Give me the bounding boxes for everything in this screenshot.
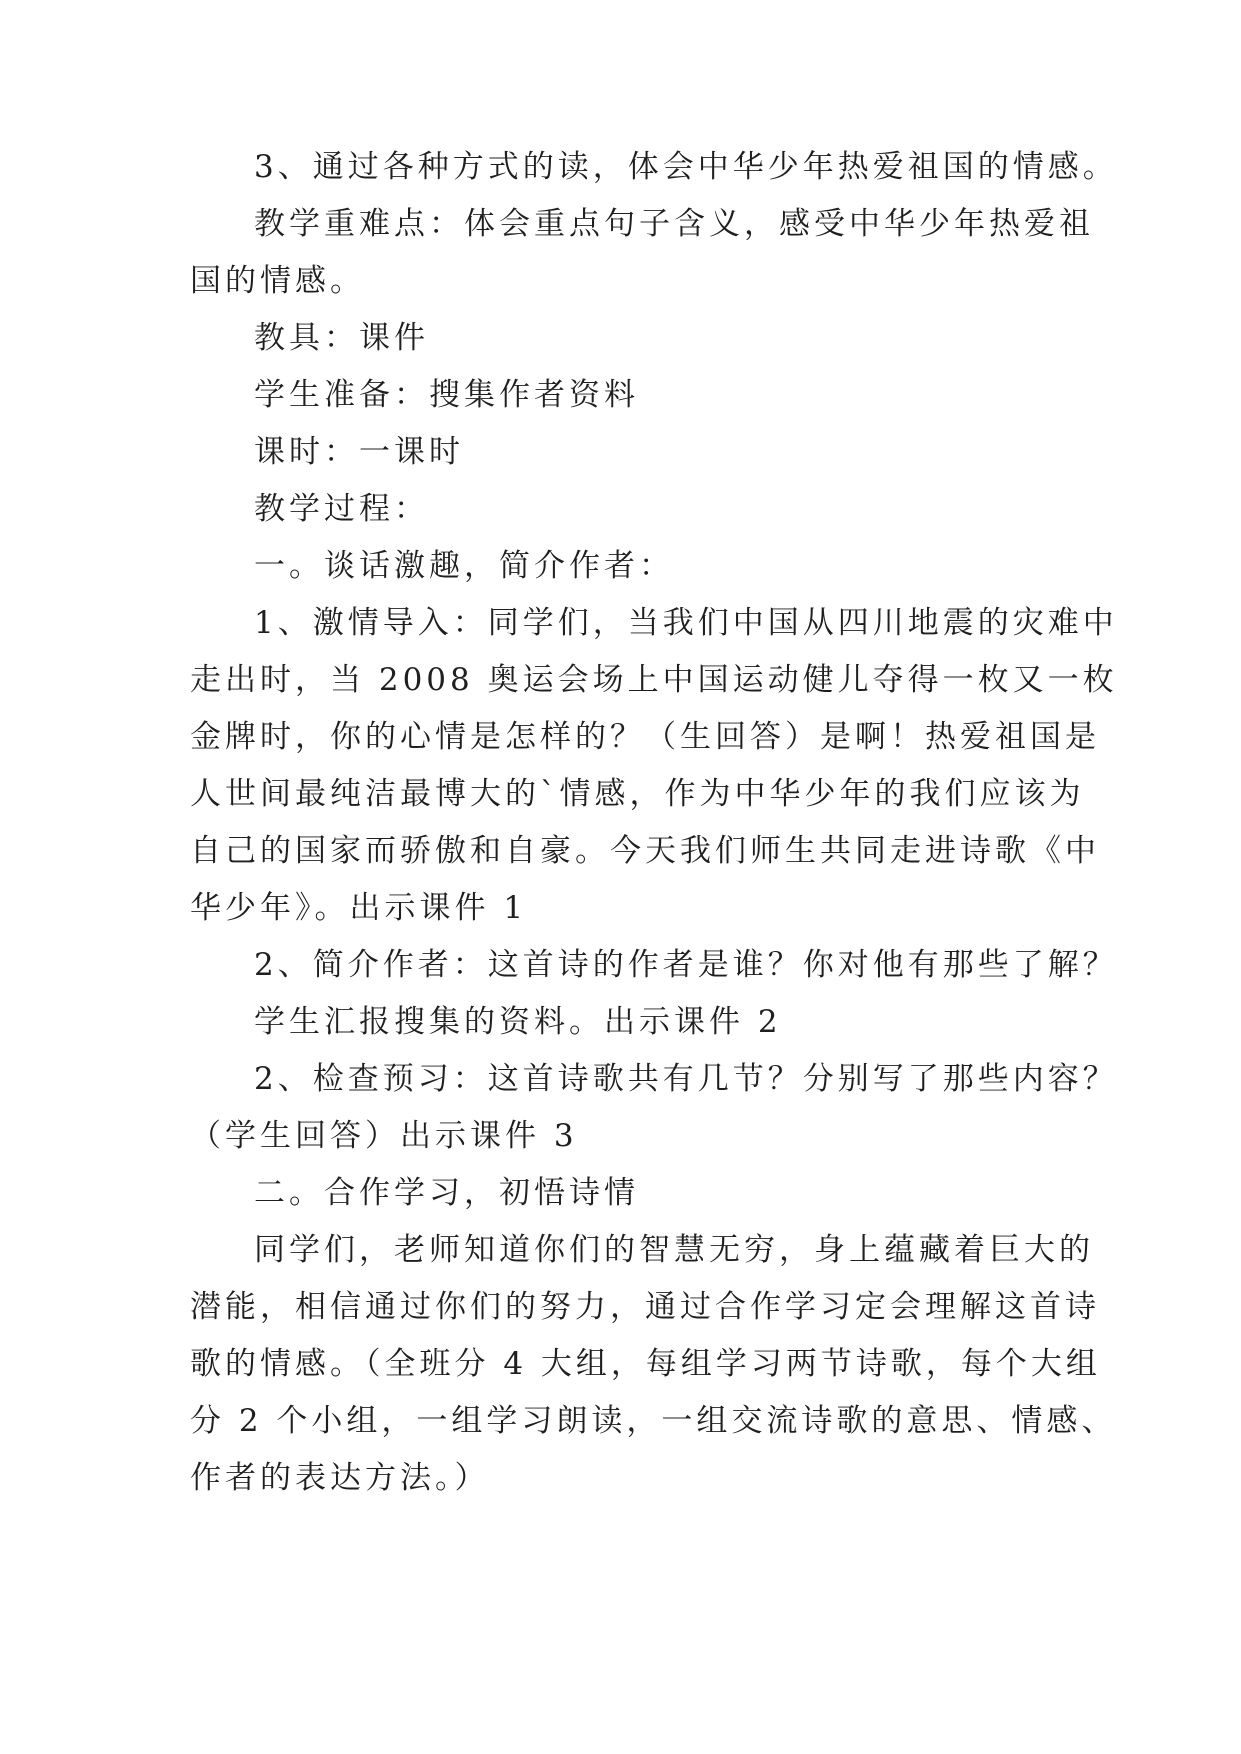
text-line: 华少年》。出示课件 1	[190, 890, 528, 926]
text-line: 1、激情导入：同学们，当我们中国从四川地震的灾难中	[254, 605, 1118, 641]
text-line: 教学过程：	[254, 491, 429, 527]
text-line: 一。谈话激趣，简介作者：	[254, 548, 674, 584]
text-line: 歌的情感。（全班分 4 大组，每组学习两节诗歌，每个大组	[190, 1346, 1101, 1382]
text-line: 作者的表达方法。）	[190, 1460, 490, 1496]
text-line: 学生准备：搜集作者资料	[254, 377, 639, 413]
text-line: 教具：课件	[254, 320, 429, 356]
text-line: 人世间最纯洁最博大的`情感，作为中华少年的我们应该为	[190, 776, 1085, 812]
text-line: 2、检查预习：这首诗歌共有几节？分别写了那些内容？	[254, 1061, 1118, 1097]
text-line: 自己的国家而骄傲和自豪。今天我们师生共同走进诗歌《中	[190, 833, 1100, 869]
text-line: 教学重难点：体会重点句子含义，感受中华少年热爱祖	[254, 206, 1094, 242]
text-line: 金牌时，你的心情是怎样的？（生回答）是啊！热爱祖国是	[190, 719, 1100, 755]
text-line: 分 2 个小组，一组学习朗读，一组交流诗歌的意思、情感、	[190, 1403, 1117, 1439]
text-line: 3、通过各种方式的读，体会中华少年热爱祖国的情感。	[254, 149, 1118, 185]
text-line: 同学们，老师知道你们的智慧无穷，身上蕴藏着巨大的	[254, 1232, 1094, 1268]
text-line: 学生汇报搜集的资料。出示课件 2	[254, 1004, 782, 1040]
text-line: 走出时，当 2008 奥运会场上中国运动健儿夺得一枚又一枚	[190, 662, 1118, 698]
text-line: （学生回答）出示课件 3	[190, 1118, 578, 1154]
text-line: 课时：一课时	[254, 434, 464, 470]
text-line: 二。合作学习，初悟诗情	[254, 1175, 639, 1211]
text-line: 2、简介作者：这首诗的作者是谁？你对他有那些了解？	[254, 947, 1118, 983]
text-line: 潜能，相信通过你们的努力，通过合作学习定会理解这首诗	[190, 1289, 1100, 1325]
text-line: 国的情感。	[190, 263, 365, 299]
